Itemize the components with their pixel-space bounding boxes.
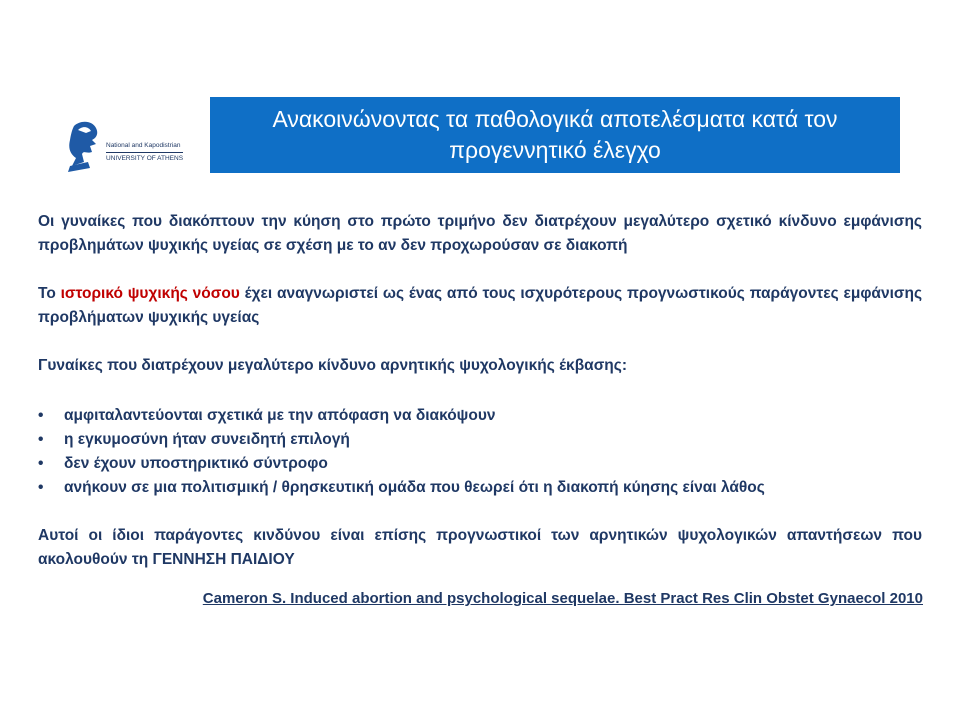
citation-reference: Cameron S. Induced abortion and psychological sequelae. Best Pract Res Clin Obstet Gynaecol 2010	[202, 590, 923, 607]
paragraph-3: Γυναίκες που διατρέχουν μεγαλύτερο κίνδυνο αρνητικής ψυχολογικής έκβασης:	[38, 357, 627, 374]
list-item	[38, 404, 922, 428]
list-item	[38, 452, 922, 476]
slide-title-banner	[210, 97, 900, 173]
bullet-icon: •	[38, 479, 44, 496]
list-item-text: η εγκυμοσύνη ήταν συνειδητή επιλογή	[64, 431, 350, 448]
paragraph-4: Αυτοί οι ίδιοι παράγοντες κινδύνου είναι επίσης προγνωστικοί των αρνητικών ψυχολογικών απαντήσεων που ακολουθούν τη ΓΕΝΝΗΣΗ ΠΑΙΔΙΟΥ	[38, 527, 922, 568]
logo-text	[106, 142, 183, 163]
athena-head-icon	[66, 120, 102, 172]
bullet-icon: •	[38, 431, 44, 448]
list-item-text: αμφιταλαντεύονται σχετικά με την απόφαση να διακόψουν	[64, 407, 496, 424]
highlighted-term: ιστορικό ψυχικής νόσου	[60, 285, 240, 302]
list-item	[38, 428, 922, 452]
list-item-text: ανήκουν σε μια πολιτισμική / θρησκευτική ομάδα που θεωρεί ότι η διακοπή κύησης είναι λάθος	[64, 479, 765, 496]
slide-title: Ανακοινώνοντας τα παθολογικά αποτελέσματα κατά τον προγεννητικό έλεγχο	[272, 106, 838, 163]
paragraph-2-prefix: Το	[38, 285, 61, 302]
university-logo	[66, 120, 184, 172]
paragraph-2	[38, 282, 922, 330]
list-item-text: δεν έχουν υποστηρικτικό σύντροφο	[64, 455, 328, 472]
logo-line-2: UNIVERSITY OF ATHENS	[106, 152, 183, 163]
bullet-icon: •	[38, 407, 44, 424]
risk-factor-list	[38, 404, 922, 500]
paragraph-1: Οι γυναίκες που διακόπτουν την κύηση στο πρώτο τριμήνο δεν διατρέχουν μεγαλύτερο σχετικό κίνδυνο εμφάνισης προβλημάτων ψυχικής υγείας σε σχέση με το αν δεν προχωρούσαν σε διακοπή	[38, 213, 922, 254]
slide-body	[38, 210, 922, 572]
paragraph-2-suffix: έχει αναγνωριστεί ως ένας από τους ισχυρότερους προγνωστικούς παράγοντες εμφάνισης προβλήματων ψυχικής υγείας	[38, 285, 923, 326]
list-item	[38, 476, 922, 500]
logo-line-1: National and Kapodistrian	[106, 142, 181, 149]
bullet-icon: •	[38, 455, 44, 472]
